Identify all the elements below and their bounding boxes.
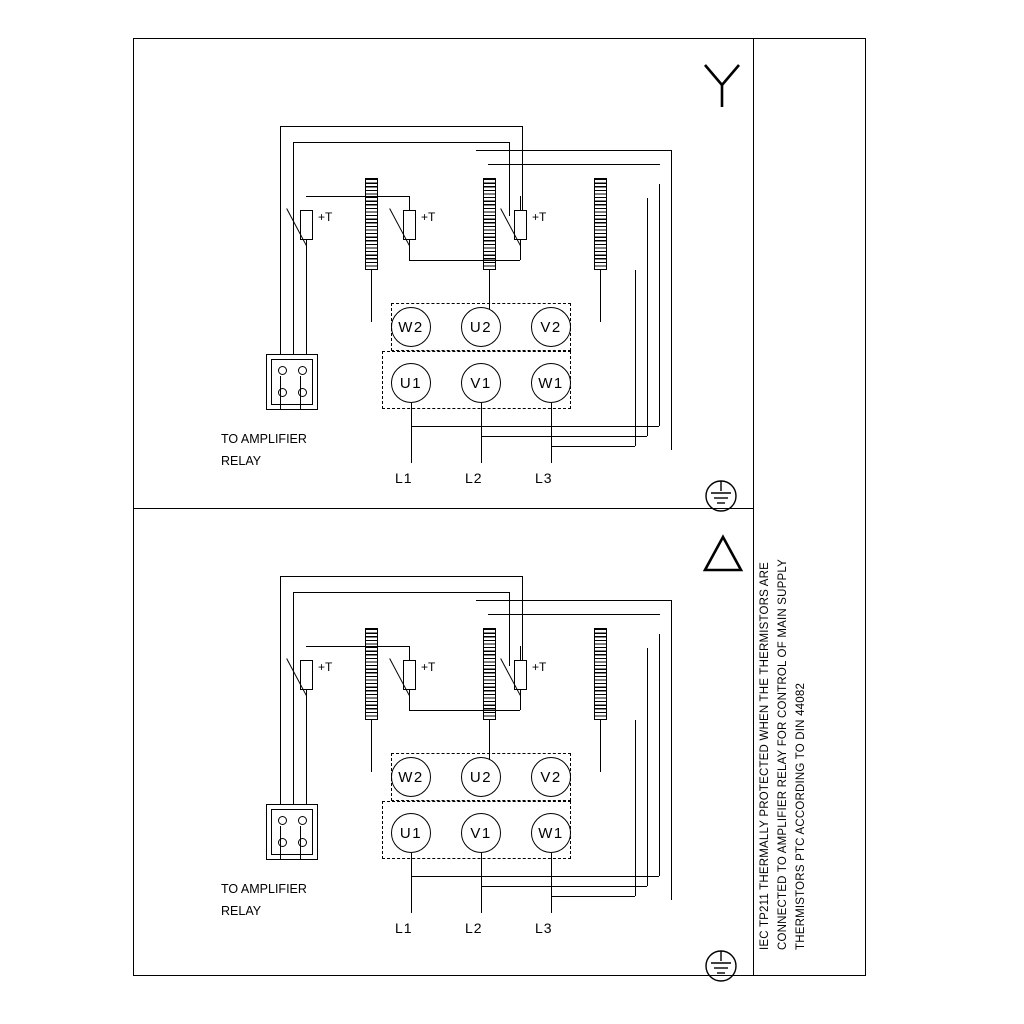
connector-hole-1-d — [278, 816, 287, 825]
terminal-w1-d[interactable]: W1 — [531, 813, 571, 853]
thermistor-label-3-d: +T — [532, 660, 547, 674]
wire-right-rail-2 — [659, 184, 660, 426]
wire-right-rail-4-d — [635, 720, 636, 896]
wire-thermistor-2-up — [409, 196, 410, 210]
wire-top-1 — [280, 126, 522, 127]
wire-thermistor-2-down-d — [409, 690, 410, 710]
wire-thermistor-3-up — [520, 196, 521, 210]
wire-top-4-d — [488, 614, 660, 615]
phase-label-l2-d: L2 — [465, 920, 483, 936]
wire-top-4 — [488, 164, 660, 165]
terminal-u2-d[interactable]: U2 — [461, 757, 501, 797]
wire-connector-1-d — [280, 826, 281, 860]
terminal-u1[interactable]: U1 — [391, 363, 431, 403]
wire-top-3-d — [476, 600, 671, 601]
winding-coil-1 — [365, 178, 378, 270]
terminal-v1-d[interactable]: V1 — [461, 813, 501, 853]
terminal-u2[interactable]: U2 — [461, 307, 501, 347]
terminal-v2[interactable]: V2 — [531, 307, 571, 347]
terminal-w1[interactable]: W1 — [531, 363, 571, 403]
wire-top-1-d — [280, 576, 522, 577]
wire-left-rail-2-d — [293, 592, 294, 826]
winding-coil-1-d — [365, 628, 378, 720]
notes-block — [755, 38, 866, 976]
wire-top-2 — [293, 142, 509, 143]
note-line-1: IEC TP211 THERMALLY PROTECTED WHEN THE THERMISTORS ARE — [759, 561, 771, 950]
star-connection-icon — [702, 63, 742, 103]
connector-hole-1 — [278, 366, 287, 375]
connector-inner-frame — [271, 359, 313, 405]
wire-bottom-link-1-d — [411, 876, 659, 877]
wire-bottom-link-3-d — [551, 896, 635, 897]
wire-coil1-term-d — [371, 720, 372, 772]
wire-connector-2 — [300, 376, 301, 410]
wire-coil3-term-d — [600, 720, 601, 772]
note-line-2: CONNECTED TO AMPLIFIER RELAY FOR CONTROL OF MAIN SUPPLY — [777, 559, 789, 950]
wire-coil1-term — [371, 270, 372, 322]
wire-drop-2 — [509, 142, 510, 216]
thermistor-2 — [403, 210, 416, 240]
thermistor-label-2-d: +T — [421, 660, 436, 674]
wire-l2 — [481, 403, 482, 463]
wire-top-2-d — [293, 592, 509, 593]
connector-caption-line-1: TO AMPLIFIER — [221, 432, 307, 446]
wire-thermistor-top-link — [306, 196, 409, 197]
earth-ground-icon-2 — [700, 948, 740, 982]
wire-thermistor-2-up-d — [409, 646, 410, 660]
wire-thermistor-3-up-d — [520, 646, 521, 660]
connector-hole-2-d — [298, 816, 307, 825]
connector-caption-line-2: RELAY — [221, 454, 262, 468]
wire-left-rail-2 — [293, 142, 294, 376]
connector-hole-2 — [298, 366, 307, 375]
wire-thermistor-top-link-d — [306, 646, 409, 647]
winding-coil-2 — [483, 178, 496, 270]
wire-top-3 — [476, 150, 671, 151]
amplifier-connector-block[interactable] — [266, 354, 318, 410]
wire-thermistor-3-down — [520, 240, 521, 260]
wire-connector-1 — [280, 376, 281, 410]
wire-l3-d — [551, 853, 552, 913]
thermistor-3 — [514, 210, 527, 240]
wire-right-rail-1-d — [671, 600, 672, 900]
connector-caption-line-1-d: TO AMPLIFIER — [221, 882, 307, 896]
terminal-v1[interactable]: V1 — [461, 363, 501, 403]
panel-star — [133, 38, 753, 508]
wire-right-rail-4 — [635, 270, 636, 446]
phase-label-l3: L3 — [535, 470, 553, 486]
connector-caption-line-2-d: RELAY — [221, 904, 262, 918]
amplifier-connector-block-2[interactable] — [266, 804, 318, 860]
thermistor-label-3: +T — [532, 210, 547, 224]
wire-right-rail-1 — [671, 150, 672, 450]
wire-l2-d — [481, 853, 482, 913]
wire-right-rail-3-d — [647, 648, 648, 886]
connector-inner-frame-2 — [271, 809, 313, 855]
winding-coil-3-d — [594, 628, 607, 720]
wire-thermistor-2-down — [409, 240, 410, 260]
wire-right-rail-3 — [647, 198, 648, 436]
terminal-u1-d[interactable]: U1 — [391, 813, 431, 853]
terminal-v2-d[interactable]: V2 — [531, 757, 571, 797]
wire-bottom-link-2-d — [481, 886, 647, 887]
wire-coil3-term — [600, 270, 601, 322]
wire-right-rail-2-d — [659, 634, 660, 876]
delta-connection-icon — [701, 533, 741, 573]
terminal-w2-d[interactable]: W2 — [391, 757, 431, 797]
thermistor-1 — [300, 210, 313, 240]
notes-divider — [753, 38, 754, 976]
thermistor-1-d — [300, 660, 313, 690]
wire-l1 — [411, 403, 412, 463]
winding-coil-3 — [594, 178, 607, 270]
wire-bottom-link-1 — [411, 426, 659, 427]
terminal-w2[interactable]: W2 — [391, 307, 431, 347]
wire-drop-1-d — [522, 576, 523, 672]
panel-delta — [133, 508, 753, 978]
wire-l1-d — [411, 853, 412, 913]
phase-label-l1-d: L1 — [395, 920, 413, 936]
wire-thermistor-chain — [409, 260, 520, 261]
thermistor-label-1-d: +T — [318, 660, 333, 674]
winding-coil-2-d — [483, 628, 496, 720]
phase-label-l3-d: L3 — [535, 920, 553, 936]
wire-bottom-link-3 — [551, 446, 635, 447]
wire-left-rail-1 — [280, 126, 281, 376]
wire-connector-2-d — [300, 826, 301, 860]
wire-drop-2-d — [509, 592, 510, 666]
wire-thermistor-chain-d — [409, 710, 520, 711]
earth-ground-icon — [700, 478, 740, 512]
wire-left-rail-1-d — [280, 576, 281, 826]
thermistor-3-d — [514, 660, 527, 690]
wire-l3 — [551, 403, 552, 463]
phase-label-l2: L2 — [465, 470, 483, 486]
thermistor-label-1: +T — [318, 210, 333, 224]
note-line-3: THERMISTORS PTC ACCORDING TO DIN 44082 — [795, 682, 807, 950]
wire-bottom-link-2 — [481, 436, 647, 437]
thermistor-2-d — [403, 660, 416, 690]
phase-label-l1: L1 — [395, 470, 413, 486]
wire-thermistor-3-down-d — [520, 690, 521, 710]
wire-drop-1 — [522, 126, 523, 222]
thermistor-label-2: +T — [421, 210, 436, 224]
